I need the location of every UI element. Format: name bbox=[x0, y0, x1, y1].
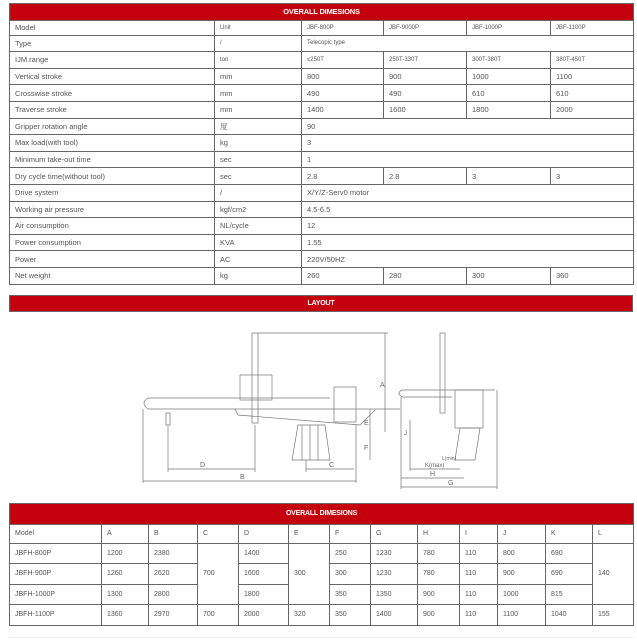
label-H: H bbox=[430, 471, 436, 478]
dims-cell: 1000 bbox=[498, 584, 546, 605]
dims-cell: 1400 bbox=[239, 543, 289, 564]
dims-cell: 350 bbox=[330, 605, 371, 626]
vertical-arm bbox=[252, 333, 258, 423]
spec-cell: Working air pressure bbox=[10, 201, 215, 218]
spec-cell: 1000 bbox=[467, 68, 551, 85]
spec-cell: ≤250T bbox=[302, 52, 384, 69]
spec-cell: 380T-450T bbox=[551, 52, 634, 69]
dims-cell: 1260 bbox=[102, 564, 149, 585]
dims-cell: 2000 bbox=[239, 605, 289, 626]
dims-cell: 140 bbox=[593, 543, 634, 605]
spec-cell: 1 bbox=[302, 151, 634, 168]
spec-cell: sec bbox=[215, 151, 302, 168]
dims-cell: 320 bbox=[289, 605, 330, 626]
dims-cell: JBFH-800P bbox=[10, 543, 102, 564]
header-cell: JBF-800P bbox=[302, 20, 384, 35]
spec-row bbox=[10, 168, 634, 185]
spec-cell: 度 bbox=[215, 118, 302, 135]
label-A: A bbox=[380, 382, 385, 389]
spec-cell: 360 bbox=[551, 267, 634, 284]
dim-line-A bbox=[258, 333, 388, 432]
dim-line-G bbox=[401, 390, 497, 489]
dim-line-B bbox=[143, 409, 356, 483]
dims-cell: 1800 bbox=[239, 584, 289, 605]
label-B: B bbox=[240, 474, 245, 481]
spec-cell: 3 bbox=[302, 135, 634, 152]
beam-body bbox=[235, 409, 375, 425]
spec-cell: 300T-380T bbox=[467, 52, 551, 69]
spec-row bbox=[10, 118, 634, 135]
label-J: J bbox=[404, 431, 407, 437]
spec-cell: KVA bbox=[215, 234, 302, 251]
spec-cell: 2000 bbox=[551, 101, 634, 118]
layout-section-header: LAYOUT bbox=[9, 295, 633, 312]
dims-cell: 815 bbox=[546, 584, 593, 605]
dims-cell: 700 bbox=[198, 543, 239, 605]
spec-cell: 1400 bbox=[302, 101, 384, 118]
dims-cell: 2970 bbox=[149, 605, 198, 626]
spec-cell: 610 bbox=[551, 85, 634, 102]
dims-header-row bbox=[10, 524, 634, 543]
dims-cell: 155 bbox=[593, 605, 634, 626]
dims-cell: 110 bbox=[460, 564, 498, 585]
spec-cell: Air consumption bbox=[10, 218, 215, 235]
spec-header-row bbox=[10, 20, 634, 35]
footer-divider bbox=[9, 637, 633, 638]
spec-cell: kg bbox=[215, 135, 302, 152]
dims-cell: 1350 bbox=[371, 584, 418, 605]
dims-header-cell: Model bbox=[10, 524, 102, 543]
spec-cell: AC bbox=[215, 251, 302, 268]
dims-cell: 780 bbox=[418, 543, 460, 564]
front-base bbox=[455, 428, 480, 460]
header-cell: Model bbox=[10, 20, 215, 35]
dimensions-table bbox=[9, 503, 634, 626]
front-vertical-arm bbox=[440, 333, 445, 413]
spec-cell: 3 bbox=[467, 168, 551, 185]
spec-cell: kg bbox=[215, 267, 302, 284]
spec-cell: mm bbox=[215, 85, 302, 102]
spec-cell: 610 bbox=[467, 85, 551, 102]
front-beam bbox=[399, 390, 495, 397]
dims-cell: 250 bbox=[330, 543, 371, 564]
control-box bbox=[334, 387, 356, 422]
gripper-small bbox=[166, 413, 170, 425]
spec-cell: 1600 bbox=[384, 101, 467, 118]
spec-row bbox=[10, 101, 634, 118]
dims-header-cell: H bbox=[418, 524, 460, 543]
header-cell: JBF-1000P bbox=[467, 20, 551, 35]
spec-row bbox=[10, 267, 634, 284]
spec-cell: Telecopic type bbox=[302, 35, 634, 52]
dims-cell: 900 bbox=[418, 584, 460, 605]
layout-drawing bbox=[130, 325, 510, 495]
spec-cell: 4.5-6.5 bbox=[302, 201, 634, 218]
dims-header-cell: A bbox=[102, 524, 149, 543]
spec-cell: mm bbox=[215, 101, 302, 118]
label-C: C bbox=[329, 462, 335, 469]
dims-cell: JBFH-1000P bbox=[10, 584, 102, 605]
overall-specs-table bbox=[9, 3, 634, 285]
dims-cell: 350 bbox=[330, 584, 371, 605]
header-cell: JBF-1100P bbox=[551, 20, 634, 35]
spec-cell: X/Y/Z-Serv0 motor bbox=[302, 184, 634, 201]
spec-cell: 90 bbox=[302, 118, 634, 135]
label-K: K(max) bbox=[425, 463, 445, 469]
dims-header-cell: J bbox=[498, 524, 546, 543]
spec-row bbox=[10, 251, 634, 268]
dims-row bbox=[10, 543, 634, 564]
dims-cell: 1200 bbox=[102, 543, 149, 564]
dims-header-cell: G bbox=[371, 524, 418, 543]
spec-row bbox=[10, 85, 634, 102]
spec-row bbox=[10, 135, 634, 152]
base bbox=[292, 425, 330, 460]
dims-cell: 780 bbox=[418, 564, 460, 585]
spec-cell: Gripper rotation angle bbox=[10, 118, 215, 135]
spec-cell: 1100 bbox=[551, 68, 634, 85]
side-view-drawing bbox=[143, 333, 400, 483]
spec-cell: 1800 bbox=[467, 101, 551, 118]
spec-row bbox=[10, 68, 634, 85]
dims-cell: 900 bbox=[498, 564, 546, 585]
dims-cell: 1600 bbox=[239, 564, 289, 585]
spec-row bbox=[10, 218, 634, 235]
dim-line-D bbox=[168, 425, 255, 472]
dims-cell: 1100 bbox=[498, 605, 546, 626]
dims-cell: 2800 bbox=[149, 584, 198, 605]
label-L: L(min) bbox=[442, 456, 457, 462]
dims-cell: 800 bbox=[498, 543, 546, 564]
spec-cell: Minimum take-out time bbox=[10, 151, 215, 168]
spec-cell: Crosswise stroke bbox=[10, 85, 215, 102]
spec-cell: / bbox=[215, 35, 302, 52]
label-E: E bbox=[364, 420, 369, 427]
spec-cell: Traverse stroke bbox=[10, 101, 215, 118]
spec-cell: 1.55 bbox=[302, 234, 634, 251]
spec-row bbox=[10, 35, 634, 52]
spec-cell: IJM.range bbox=[10, 52, 215, 69]
spec-cell: Dry cycle time(without tool) bbox=[10, 168, 215, 185]
spec-cell: 260 bbox=[302, 267, 384, 284]
dims-header-cell: L bbox=[593, 524, 634, 543]
dims-cell: 1230 bbox=[371, 543, 418, 564]
label-F: F bbox=[364, 445, 369, 452]
dims-cell: 110 bbox=[460, 543, 498, 564]
dims-cell: 900 bbox=[418, 605, 460, 626]
header-cell: Unit bbox=[215, 20, 302, 35]
spec-cell: Power bbox=[10, 251, 215, 268]
spec-row bbox=[10, 52, 634, 69]
spec-row bbox=[10, 201, 634, 218]
spec-cell: 800 bbox=[302, 68, 384, 85]
spec-cell: Max load(with tool) bbox=[10, 135, 215, 152]
dims-header-cell: F bbox=[330, 524, 371, 543]
dims-cell: 1040 bbox=[546, 605, 593, 626]
spec-cell: 490 bbox=[302, 85, 384, 102]
front-view-drawing bbox=[399, 333, 497, 489]
dims-header-cell: E bbox=[289, 524, 330, 543]
spec-row bbox=[10, 151, 634, 168]
dims-header-cell: K bbox=[546, 524, 593, 543]
dims-table-title: OVERALL DIMESIONS bbox=[10, 504, 634, 525]
spec-cell: Vertical stroke bbox=[10, 68, 215, 85]
dims-row bbox=[10, 605, 634, 626]
dims-cell: 1230 bbox=[371, 564, 418, 585]
spec-cell: Power consumption bbox=[10, 234, 215, 251]
dims-cell: 2380 bbox=[149, 543, 198, 564]
spec-cell: 300 bbox=[467, 267, 551, 284]
spec-cell: kgf/cm2 bbox=[215, 201, 302, 218]
dims-header-cell: D bbox=[239, 524, 289, 543]
dims-header-cell: B bbox=[149, 524, 198, 543]
spec-cell: 2.8 bbox=[302, 168, 384, 185]
spec-cell: 280 bbox=[384, 267, 467, 284]
spec-cell: 12 bbox=[302, 218, 634, 235]
dims-cell: 2620 bbox=[149, 564, 198, 585]
spec-table-title: OVERALL DIMESIONS bbox=[10, 4, 634, 21]
dims-cell: JBFH-1100P bbox=[10, 605, 102, 626]
dims-cell: 700 bbox=[198, 605, 239, 626]
spec-cell: 220V/50HZ bbox=[302, 251, 634, 268]
dims-cell: 1400 bbox=[371, 605, 418, 626]
dims-cell: 110 bbox=[460, 584, 498, 605]
dims-cell: 690 bbox=[546, 543, 593, 564]
dims-cell: 690 bbox=[546, 564, 593, 585]
spec-cell: 900 bbox=[384, 68, 467, 85]
spec-cell: Type bbox=[10, 35, 215, 52]
spec-cell: 250T-330T bbox=[384, 52, 467, 69]
dims-cell: 1360 bbox=[102, 605, 149, 626]
spec-cell: 490 bbox=[384, 85, 467, 102]
dims-cell: 1300 bbox=[102, 584, 149, 605]
spec-row bbox=[10, 234, 634, 251]
arm-carriage bbox=[240, 375, 272, 400]
dims-cell: 300 bbox=[289, 543, 330, 605]
spec-cell: mm bbox=[215, 68, 302, 85]
spec-cell: ton bbox=[215, 52, 302, 69]
label-D: D bbox=[200, 462, 206, 469]
label-G: G bbox=[448, 480, 454, 487]
front-control-box bbox=[455, 390, 483, 428]
spec-cell: 2.8 bbox=[384, 168, 467, 185]
dims-header-cell: I bbox=[460, 524, 498, 543]
dims-header-cell: C bbox=[198, 524, 239, 543]
spec-cell: 3 bbox=[551, 168, 634, 185]
header-cell: JBF-9000P bbox=[384, 20, 467, 35]
dims-cell: 110 bbox=[460, 605, 498, 626]
spec-cell: Drive system bbox=[10, 184, 215, 201]
spec-cell: Net weight bbox=[10, 267, 215, 284]
spec-row bbox=[10, 184, 634, 201]
spec-cell: sec bbox=[215, 168, 302, 185]
dims-cell: JBFH-900P bbox=[10, 564, 102, 585]
spec-cell: / bbox=[215, 184, 302, 201]
dims-cell: 300 bbox=[330, 564, 371, 585]
spec-cell: NL/cycle bbox=[215, 218, 302, 235]
